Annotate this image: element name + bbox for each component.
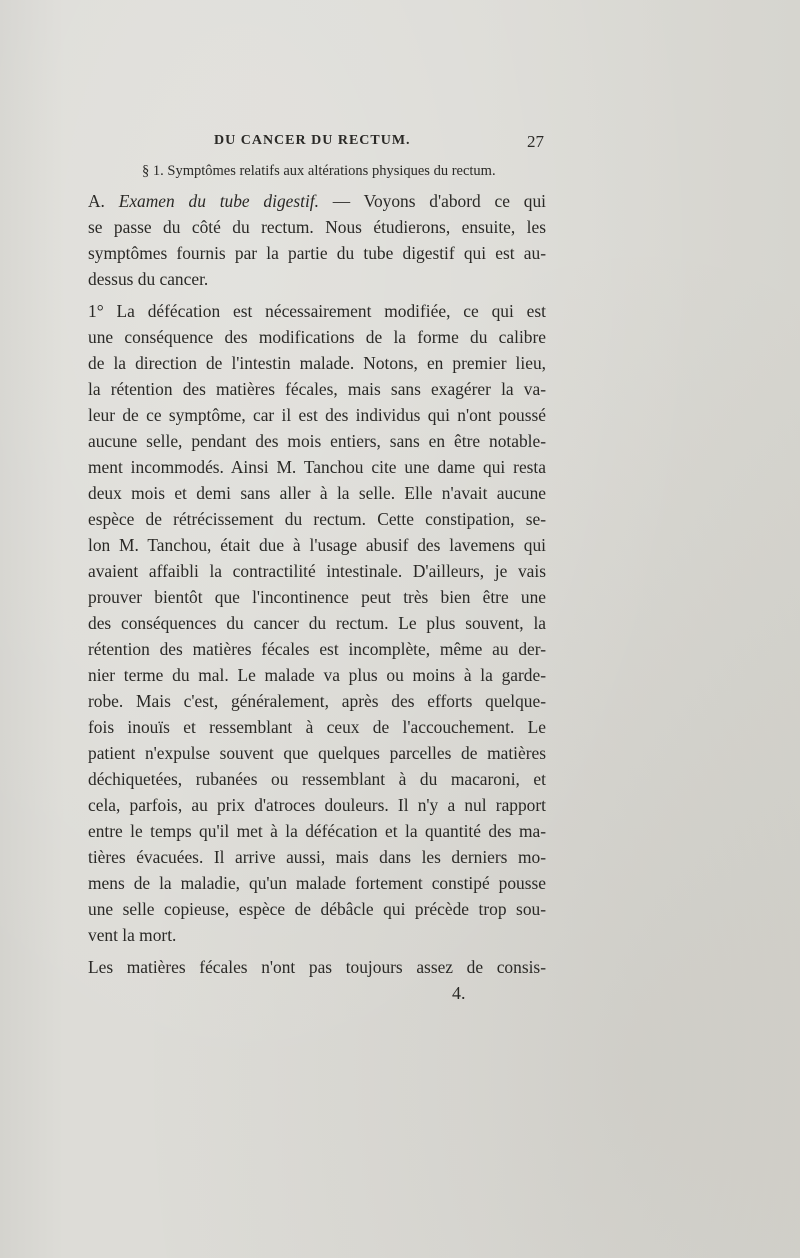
- text-line: fois inouïs et ressemblant à ceux de l'accouchement. Le: [88, 717, 546, 737]
- text-line: une selle copieuse, espèce de débâcle qui précède trop sou-: [88, 899, 546, 919]
- text-line: patient n'expulse souvent que quelques parcelles de matières: [88, 743, 546, 763]
- text-line: mens de la maladie, qu'un malade fortement constipé pousse: [88, 873, 546, 893]
- text-line: rétention des matières fécales est incomplète, même au der-: [88, 639, 546, 659]
- text-line: 1° La défécation est nécessairement modifiée, ce qui est: [88, 301, 546, 321]
- page-header: [214, 133, 544, 155]
- paragraph-1-first-line-rest: — Voyons d'abord ce qui: [318, 191, 546, 211]
- text-line: leur de ce symptôme, car il est des individus qui n'ont poussé: [88, 405, 546, 425]
- text-line: se passe du côté du rectum. Nous étudierons, ensuite, les: [88, 217, 546, 237]
- text-line: déchiquetées, rubanées ou ressemblant à du macaroni, et: [88, 769, 546, 789]
- text-line: une conséquence des modifications de la forme du calibre: [88, 327, 546, 347]
- text-line: deux mois et demi sans aller à la selle. Elle n'avait aucune: [88, 483, 546, 503]
- running-title: DU CANCER DU RECTUM.: [214, 133, 411, 148]
- text-line: tières évacuées. Il arrive aussi, mais dans les derniers mo-: [88, 847, 546, 867]
- text-line: robe. Mais c'est, généralement, après des efforts quelque-: [88, 691, 546, 711]
- text-line: vent la mort.: [88, 925, 177, 945]
- text-line: aucune selle, pendant des mois entiers, sans en être notable-: [88, 431, 546, 451]
- text-line: la rétention des matières fécales, mais sans exagérer la va-: [88, 379, 546, 399]
- text-line: cela, parfois, au prix d'atroces douleurs. Il n'y a nul rapport: [88, 795, 546, 815]
- text-line: lon M. Tanchou, était due à l'usage abusif des lavemens qui: [88, 535, 546, 555]
- text-line: avaient affaibli la contractilité intestinale. D'ailleurs, je vais: [88, 561, 546, 581]
- body-text: [88, 188, 546, 980]
- text-line: de la direction de l'intestin malade. Notons, en premier lieu,: [88, 353, 546, 373]
- text-line: Les matières fécales n'ont pas toujours assez de consis-: [88, 957, 546, 977]
- text-line: entre le temps qu'il met à la défécation et la quantité des ma-: [88, 821, 546, 841]
- section-heading: § 1. Symptômes relatifs aux altérations physiques du rectum.: [142, 163, 496, 179]
- paragraph-1-title: Examen du tube digestif.: [118, 191, 319, 211]
- text-line: des conséquences du cancer du rectum. Le plus souvent, la: [88, 613, 546, 633]
- text-line: espèce de rétrécissement du rectum. Cette constipation, se-: [88, 509, 546, 529]
- paragraph-1-first-line: [88, 188, 546, 214]
- text-line: ment incommodés. Ainsi M. Tanchou cite une dame qui resta: [88, 457, 546, 477]
- signature-mark: 4.: [452, 983, 466, 1003]
- paragraph-1-label: A.: [88, 191, 119, 211]
- text-line: symptômes fournis par la partie du tube digestif qui est au-: [88, 243, 546, 263]
- page-number: 27: [527, 132, 544, 151]
- text-line: dessus du cancer.: [88, 269, 209, 289]
- text-line: nier terme du mal. Le malade va plus ou moins à la garde-: [88, 665, 546, 685]
- text-line: prouver bientôt que l'incontinence peut très bien être une: [88, 587, 546, 607]
